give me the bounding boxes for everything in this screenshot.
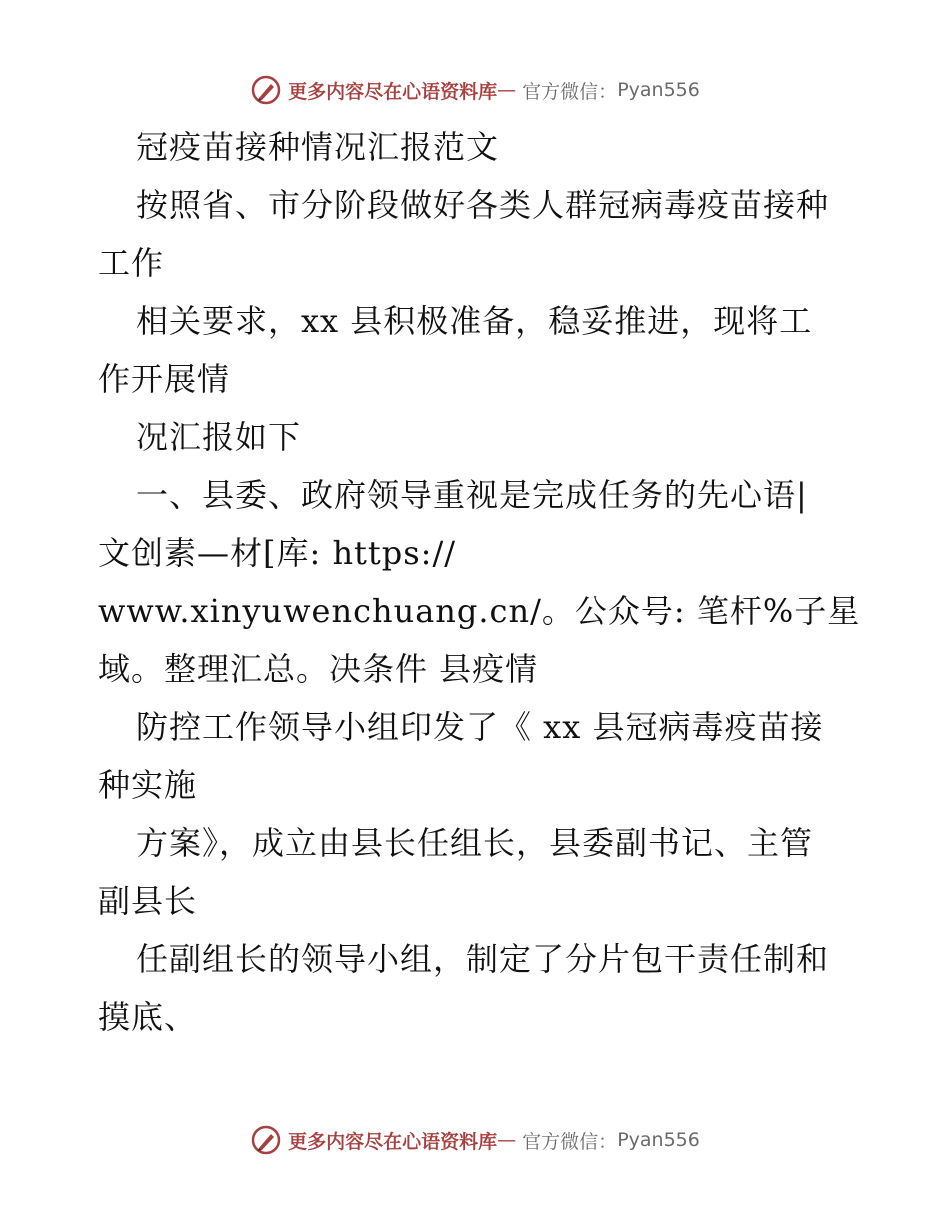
banner-wechat-id: Pyan556 xyxy=(617,1129,700,1151)
banner-text: 更多内容尽在心语资料库 xyxy=(288,80,498,103)
text-line: 况汇报如下 xyxy=(136,418,302,456)
banner-separator: — xyxy=(497,79,517,101)
banner-separator: — xyxy=(497,1129,517,1151)
text-line: 种实施 xyxy=(98,766,198,804)
pen-logo-icon xyxy=(250,74,282,106)
text-line: 方案》，成立由县长任组长，县委副书记、主管 xyxy=(136,824,814,862)
document-body xyxy=(98,118,868,1046)
text-line: 作开展情 xyxy=(98,360,231,398)
text-line: 任副组长的领导小组，制定了分片包干责任制和 xyxy=(136,940,830,978)
text-line: 冠疫苗接种情况汇报范文 xyxy=(136,128,500,166)
header-banner xyxy=(0,70,950,110)
text-line: 一、县委、政府领导重视是完成任务的先心语| xyxy=(136,476,808,514)
banner-wechat-label: 官方微信： xyxy=(522,80,618,103)
footer-banner xyxy=(0,1120,950,1160)
text-line: 按照省、市分阶段做好各类人群冠病毒疫苗接种 xyxy=(136,186,830,224)
text-line: 域。整理汇总。决条件 县疫情 xyxy=(98,650,539,688)
text-line: 文创素—材[库: https:// xyxy=(98,534,457,572)
text-line: 副县长 xyxy=(98,882,198,920)
pen-logo-icon xyxy=(250,1124,282,1156)
text-line: 工作 xyxy=(98,244,165,282)
text-line: 摸底、 xyxy=(98,998,198,1036)
text-line: www.xinyuwenchuang.cn/。公众号: 笔杆%子星 xyxy=(98,592,861,630)
banner-wechat-id: Pyan556 xyxy=(617,79,700,101)
text-line: 相关要求，xx 县积极准备，稳妥推进，现将工 xyxy=(136,302,813,340)
banner-wechat-label: 官方微信： xyxy=(522,1130,618,1153)
text-line: 防控工作领导小组印发了《 xx 县冠病毒疫苗接 xyxy=(136,708,824,746)
banner-text: 更多内容尽在心语资料库 xyxy=(288,1130,498,1153)
